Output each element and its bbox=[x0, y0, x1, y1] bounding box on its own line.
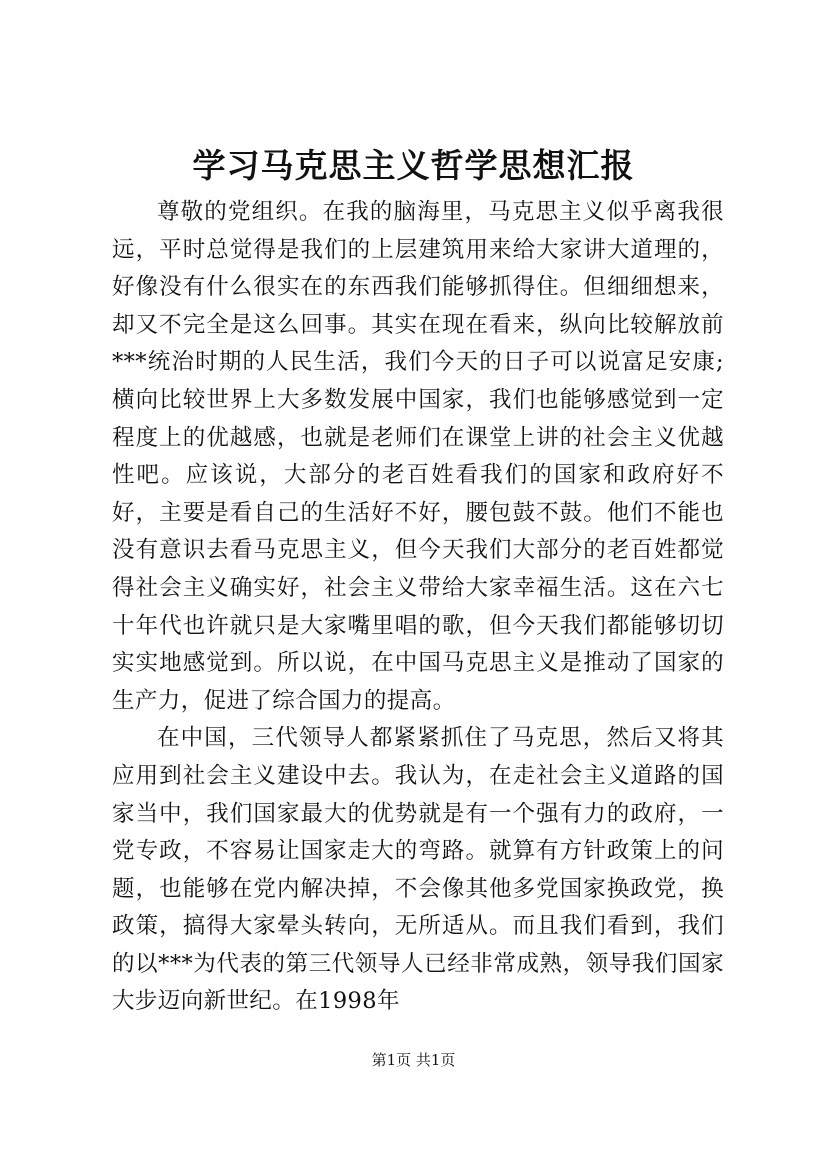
paragraph-1: 尊敬的党组织。在我的脑海里，马克思主义似乎离我很远，平时总觉得是我们的上层建筑用来给大家讲大道理的，好像没有什么很实在的东西我们能够抓得住。但细细想来，却又不完全是这么回事。其实在现在看来，纵向比较解放前***统治时期的人民生活，我们今天的日子可以说富足安康;横向比较世界上大多数发展中国家，我们也能够感觉到一定程度上的优越感，也就是老师们在课堂上讲的社会主义优越性吧。应该说，大部分的老百姓看我们的国家和政府好不好，主要是看自己的生活好不好，腰包鼓不鼓。他们不能也没有意识去看马克思主义，但今天我们大部分的老百姓都觉得社会主义确实好，社会主义带给大家幸福生活。这在六七十年代也许就只是大家嘴里唱的歌，但今天我们都能够切切实实地感觉到。所以说，在中国马克思主义是推动了国家的生产力，促进了综合国力的提高。 bbox=[112, 199, 724, 714]
paragraph-2: 在中国，三代领导人都紧紧抓住了马克思，然后又将其应用到社会主义建设中去。我认为，在走社会主义道路的国家当中，我们国家最大的优势就是有一个强有力的政府，一党专政，不容易让国家走大的弯路。就算有方针政策上的问题，也能够在党内解决掉，不会像其他多党国家换政党，换政策，搞得大家晕头转向，无所适从。而且我们看到，我们的以***为代表的第三代领导人已经非常成熟，领导我们国家大步迈向新世纪。在1998年 bbox=[112, 725, 724, 1015]
document-title: 学习马克思主义哲学思想汇报 bbox=[192, 146, 635, 185]
page-footer: 第1页 共1页 bbox=[371, 1051, 456, 1069]
document-body bbox=[112, 194, 724, 1021]
